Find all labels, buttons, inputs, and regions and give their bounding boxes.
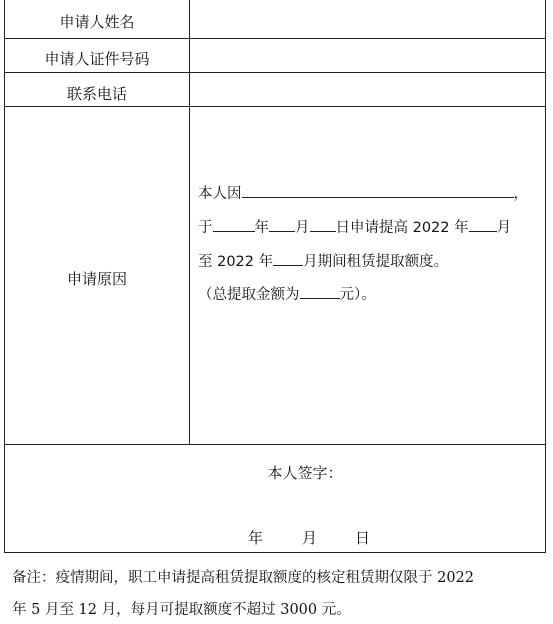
note-line-1: 备注：疫情期间，职工申请提高租赁提取额度的核定租赁期仅限于 2022 xyxy=(12,570,475,586)
reason-prefix: 本人因 xyxy=(198,186,242,202)
date-day-label: 日 xyxy=(355,529,371,547)
row-divider-3 xyxy=(4,106,546,107)
note-line-2: 年 5 月至 12 月，每月可提取额度不超过 3000 元。 xyxy=(12,602,351,618)
reason-line-2 xyxy=(198,217,511,238)
reason-comma: ， xyxy=(513,186,528,202)
contact-phone-label: 联系电话 xyxy=(66,85,127,103)
reason-line-1 xyxy=(198,183,528,204)
reason-year-text: 年 xyxy=(254,220,269,236)
reason-yu: 于 xyxy=(198,220,213,236)
reason-line-3 xyxy=(198,251,448,272)
applicant-name-label: 申请人姓名 xyxy=(59,13,135,31)
reason-period-text: 月期间租赁提取额度。 xyxy=(303,254,449,270)
start-month-blank[interactable] xyxy=(469,217,497,232)
applicant-id-field[interactable] xyxy=(190,39,545,72)
signature-label: 本人签字： xyxy=(267,464,343,482)
apply-year-blank[interactable] xyxy=(213,217,255,232)
total-amount-blank[interactable] xyxy=(300,284,340,299)
total-amount-prefix: （总提取金额为 xyxy=(198,287,300,303)
reason-day-text: 日申请提高 2022 年 xyxy=(335,220,469,236)
contact-phone-field[interactable] xyxy=(190,73,545,106)
applicant-name-field[interactable] xyxy=(190,0,545,38)
table-bottom-border xyxy=(4,552,546,553)
reason-to-text: 至 2022 年 xyxy=(198,254,274,270)
apply-month-blank[interactable] xyxy=(269,217,295,232)
reason-month2-text: 月 xyxy=(496,220,512,236)
apply-day-blank[interactable] xyxy=(310,217,336,232)
end-month-blank[interactable] xyxy=(273,251,303,266)
signature-field[interactable] xyxy=(244,484,444,514)
date-year-label: 年 xyxy=(248,529,264,547)
date-month-label: 月 xyxy=(302,529,318,547)
reason-blank[interactable] xyxy=(242,183,514,198)
reason-label: 申请原因 xyxy=(66,270,127,288)
reason-month-text: 月 xyxy=(295,220,310,236)
reason-line-4 xyxy=(198,284,376,305)
application-form-table xyxy=(4,0,546,553)
total-amount-suffix: 元）。 xyxy=(339,287,376,303)
applicant-id-label: 申请人证件号码 xyxy=(44,50,150,68)
row-divider-4 xyxy=(4,444,546,445)
